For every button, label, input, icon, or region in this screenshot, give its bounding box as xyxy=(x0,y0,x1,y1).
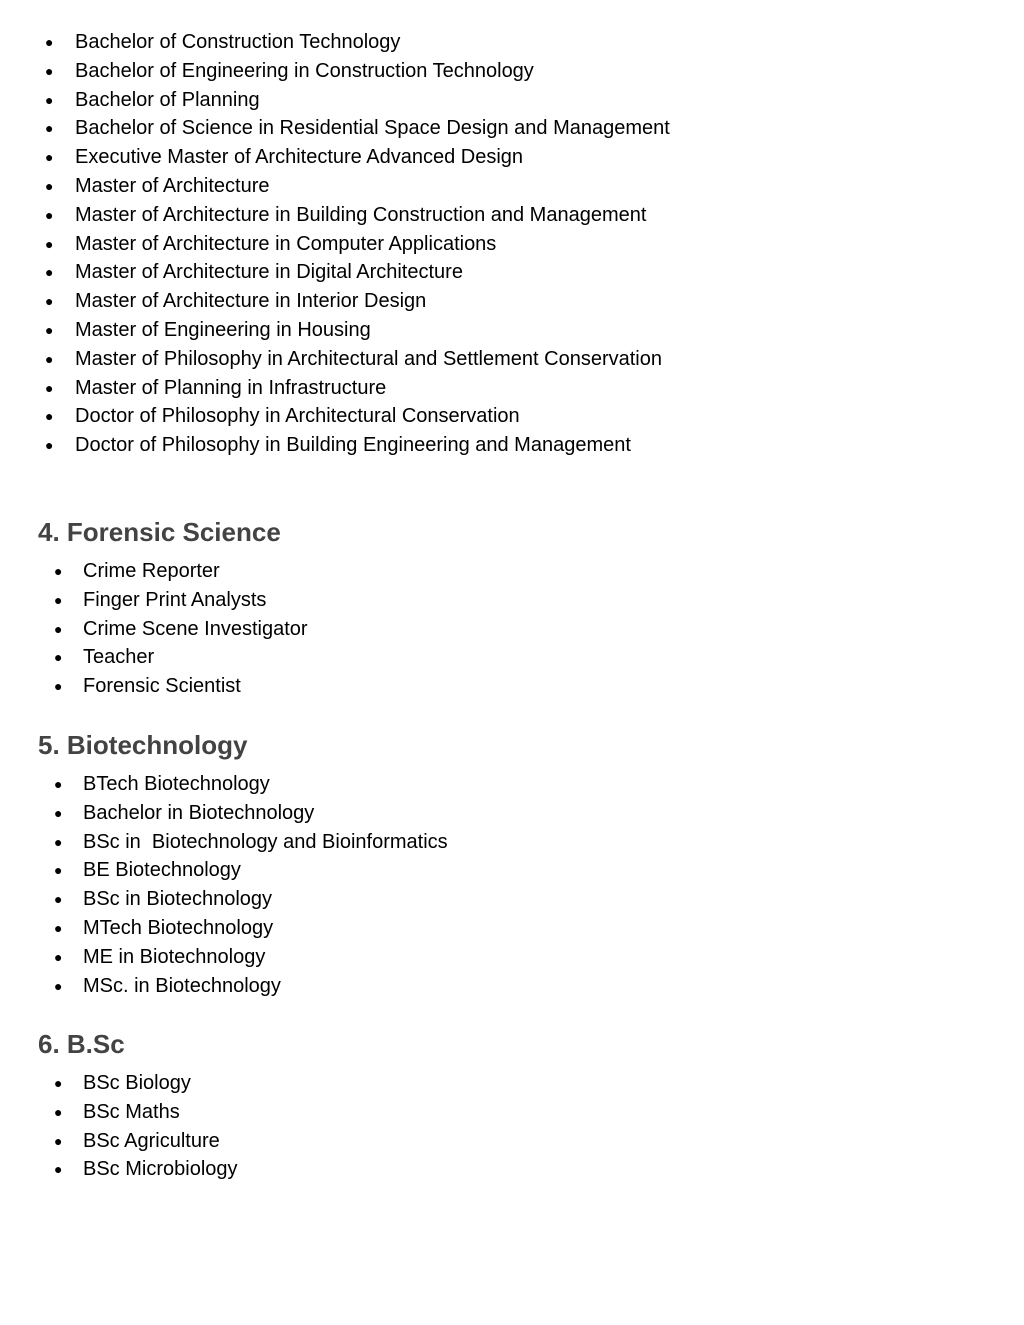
list-item-text: Doctor of Philosophy in Building Engineering and Management xyxy=(75,434,631,457)
list-item-text: Master of Architecture xyxy=(75,174,270,197)
bullet-icon: ● xyxy=(45,177,54,194)
list-item-text: MSc. in Biotechnology xyxy=(83,974,281,997)
list-item-text: BSc Agriculture xyxy=(83,1129,220,1152)
forensic-science-list xyxy=(0,557,308,701)
list-item-text: Finger Print Analysts xyxy=(83,588,267,611)
bullet-icon: ● xyxy=(54,678,63,695)
bullet-icon: ● xyxy=(54,649,63,666)
list-item xyxy=(0,828,448,857)
list-item xyxy=(0,914,448,943)
list-item-text: Master of Architecture in Interior Design xyxy=(75,290,427,313)
list-item-text: BSc Biology xyxy=(83,1072,191,1094)
list-item xyxy=(0,943,448,972)
list-item xyxy=(0,972,448,1001)
bullet-icon: ● xyxy=(45,379,54,396)
list-item-text: ME in Biotechnology xyxy=(83,945,266,968)
list-item xyxy=(0,345,670,374)
list-item xyxy=(0,316,670,345)
list-item-text: Master of Engineering in Housing xyxy=(75,318,371,341)
list-item-text: Bachelor in Biotechnology xyxy=(83,801,315,824)
list-item xyxy=(0,643,308,672)
bullet-icon: ● xyxy=(54,948,63,965)
bullet-icon: ● xyxy=(54,804,63,821)
list-item xyxy=(0,172,670,201)
bullet-icon: ● xyxy=(54,977,63,994)
bullet-icon: ● xyxy=(45,293,54,310)
list-item xyxy=(0,431,670,460)
list-item xyxy=(0,1069,238,1098)
list-item xyxy=(0,615,308,644)
list-item-text: BSc Microbiology xyxy=(83,1158,238,1181)
list-item-text: BTech Biotechnology xyxy=(83,773,270,795)
list-item-text: Bachelor of Science in Residential Space Design and Management xyxy=(75,117,670,140)
list-item xyxy=(0,86,670,115)
list-item xyxy=(0,230,670,259)
list-item-text: Bachelor of Construction Technology xyxy=(75,31,401,53)
bullet-icon: ● xyxy=(54,563,63,579)
list-item xyxy=(0,557,308,586)
list-item xyxy=(0,770,448,799)
section-heading-biotechnology: 5. Biotechnology xyxy=(38,730,248,760)
list-item-text: Crime Reporter xyxy=(83,560,220,582)
list-item-text: BSc in Biotechnology xyxy=(83,888,273,911)
list-item xyxy=(0,143,670,172)
bullet-icon: ● xyxy=(54,591,63,608)
bullet-icon: ● xyxy=(54,1161,63,1178)
list-item-text: BSc Maths xyxy=(83,1100,180,1123)
list-item-text: Forensic Scientist xyxy=(83,675,241,698)
bullet-icon: ● xyxy=(45,120,54,137)
bullet-icon: ● xyxy=(54,620,63,637)
list-item xyxy=(0,201,670,230)
biotechnology-list xyxy=(0,770,448,1000)
list-item xyxy=(0,374,670,403)
list-item-text: Crime Scene Investigator xyxy=(83,617,308,640)
list-item-text: Master of Architecture in Building Construction and Management xyxy=(75,203,647,226)
bullet-icon: ● xyxy=(45,350,54,367)
list-item xyxy=(0,1155,238,1184)
list-item-text: Master of Philosophy in Architectural and Settlement Conservation xyxy=(75,347,662,370)
list-item-text: Master of Planning in Infrastructure xyxy=(75,376,387,399)
list-item xyxy=(0,799,448,828)
list-item-text: BSc in Biotechnology and Bioinformatics xyxy=(83,830,448,853)
list-item-text: Teacher xyxy=(83,646,155,669)
bullet-icon: ● xyxy=(45,321,54,338)
bullet-icon: ● xyxy=(45,235,54,252)
list-item-text: Master of Architecture in Computer Applications xyxy=(75,232,497,255)
bullet-icon: ● xyxy=(45,264,54,281)
list-item xyxy=(0,57,670,86)
list-item xyxy=(0,586,308,615)
list-item-text: MTech Biotechnology xyxy=(83,916,274,939)
list-item xyxy=(0,885,448,914)
bullet-icon: ● xyxy=(45,437,54,454)
list-item-text: Bachelor of Engineering in Construction Technology xyxy=(75,59,534,82)
section-heading-forensic-science: 4. Forensic Science xyxy=(38,517,281,547)
list-item xyxy=(0,258,670,287)
list-item xyxy=(0,1127,238,1156)
list-item-text: Doctor of Philosophy in Architectural Conservation xyxy=(75,405,520,428)
list-item xyxy=(0,1098,238,1127)
bullet-icon: ● xyxy=(45,408,54,425)
bullet-icon: ● xyxy=(54,1132,63,1149)
section-heading-bsc: 6. B.Sc xyxy=(38,1029,125,1059)
list-item xyxy=(0,672,308,701)
list-item xyxy=(0,114,670,143)
list-item-text: BE Biotechnology xyxy=(83,859,241,882)
bullet-icon: ● xyxy=(45,206,54,223)
list-item-text: Executive Master of Architecture Advanced Design xyxy=(75,146,524,169)
list-item-text: Bachelor of Planning xyxy=(75,88,260,111)
bullet-icon: ● xyxy=(54,919,63,936)
bullet-icon: ● xyxy=(45,149,54,166)
list-item xyxy=(0,287,670,316)
bullet-icon: ● xyxy=(45,62,54,79)
bullet-icon: ● xyxy=(54,833,63,850)
bullet-icon: ● xyxy=(54,1103,63,1120)
bullet-icon: ● xyxy=(54,776,63,792)
bullet-icon: ● xyxy=(54,862,63,879)
bullet-icon: ● xyxy=(54,1075,63,1091)
bsc-list xyxy=(0,1069,238,1184)
bullet-icon: ● xyxy=(54,891,63,908)
list-item xyxy=(0,402,670,431)
list-item xyxy=(0,856,448,885)
list-item xyxy=(0,28,670,57)
architecture-programs-list xyxy=(0,28,670,460)
list-item-text: Master of Architecture in Digital Architecture xyxy=(75,261,463,284)
bullet-icon: ● xyxy=(45,34,54,50)
bullet-icon: ● xyxy=(45,91,54,108)
